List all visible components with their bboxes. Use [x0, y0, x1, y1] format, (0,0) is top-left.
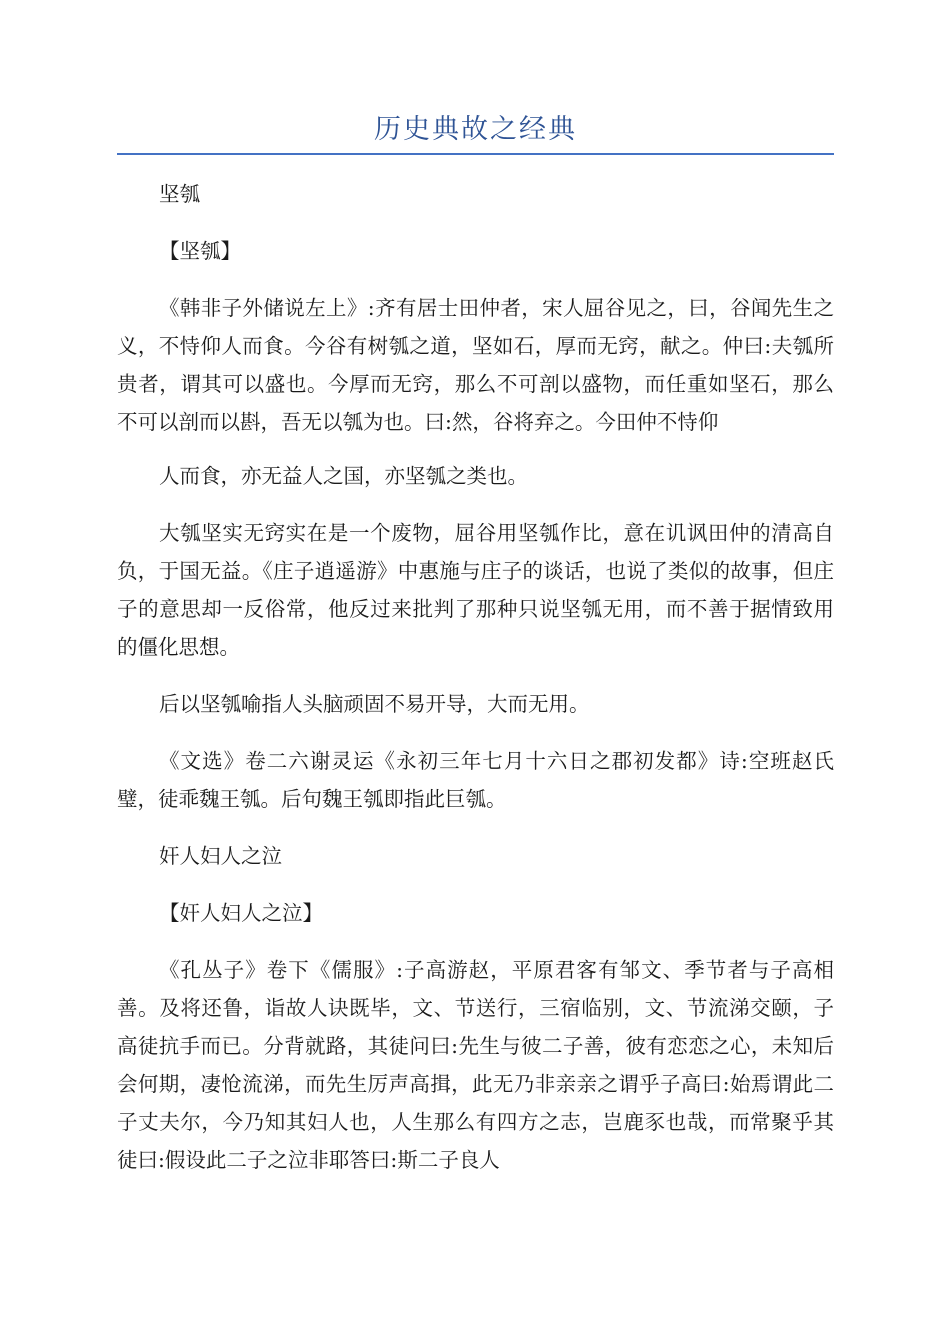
paragraph-bracket-heading-jianhu: 【坚瓠】	[159, 239, 241, 263]
paragraph-heading-jianhu: 坚瓠	[159, 182, 200, 206]
page-title: 历史典故之经典	[374, 114, 577, 145]
paragraph-meaning: 后以坚瓠喻指人头脑顽固不易开导，大而无用。	[159, 692, 590, 716]
paragraph-wenxuan-citation: 《文选》卷二六谢灵运《永初三年七月十六日之郡初发都》诗:空班赵氏璧，徒乖魏王瓠。后句魏王瓠即指此巨瓠。	[117, 749, 834, 811]
document-body	[117, 175, 834, 1198]
title-underline	[117, 153, 834, 155]
paragraph-hanfeizi-quote: 《韩非子外储说左上》:齐有居士田仲者，宋人屈谷见之，曰，谷闻先生之义，不恃仰人而食。今谷有树瓠之道，坚如石，厚而无窍，献之。仲曰:夫瓠所贵者，谓其可以盛也。今厚而无窍，那么不可剖以盛物，而任重如坚石，那么不可以剖而以斟，吾无以瓠为也。曰:然，谷将弃之。今田仲不恃仰	[117, 296, 834, 434]
paragraph-heading-jianren: 奸人妇人之泣	[159, 844, 282, 868]
paragraph-quote-continuation: 人而食，亦无益人之国，亦坚瓠之类也。	[159, 464, 528, 488]
paragraph-commentary: 大瓠坚实无窍实在是一个废物，屈谷用坚瓠作比，意在讥讽田仲的清高自负，于国无益。《庄子逍遥游》中惠施与庄子的谈话，也说了类似的故事，但庄子的意思却一反俗常，他反过来批判了那种只说坚瓠无用，而不善于据情致用的僵化思想。	[117, 521, 834, 659]
paragraph-bracket-heading-jianren: 【奸人妇人之泣】	[159, 901, 323, 925]
paragraph-kongcongzi-quote: 《孔丛子》卷下《儒服》:子高游赵，平原君客有邹文、季节者与子高相善。及将还鲁，诣故人诀既毕，文、节送行，三宿临别，文、节流涕交颐，子高徒抗手而已。分背就路，其徒问曰:先生与彼二子善，彼有恋恋之心，未知后会何期，凄怆流涕，而先生厉声高揖，此无乃非亲亲之谓乎子高曰:始焉谓此二子丈夫尔，今乃知其妇人也，人生那么有四方之志，岂鹿豕也哉，而常聚乎其徒曰:假设此二子之泣非耶答曰:斯二子良人	[117, 958, 834, 1172]
